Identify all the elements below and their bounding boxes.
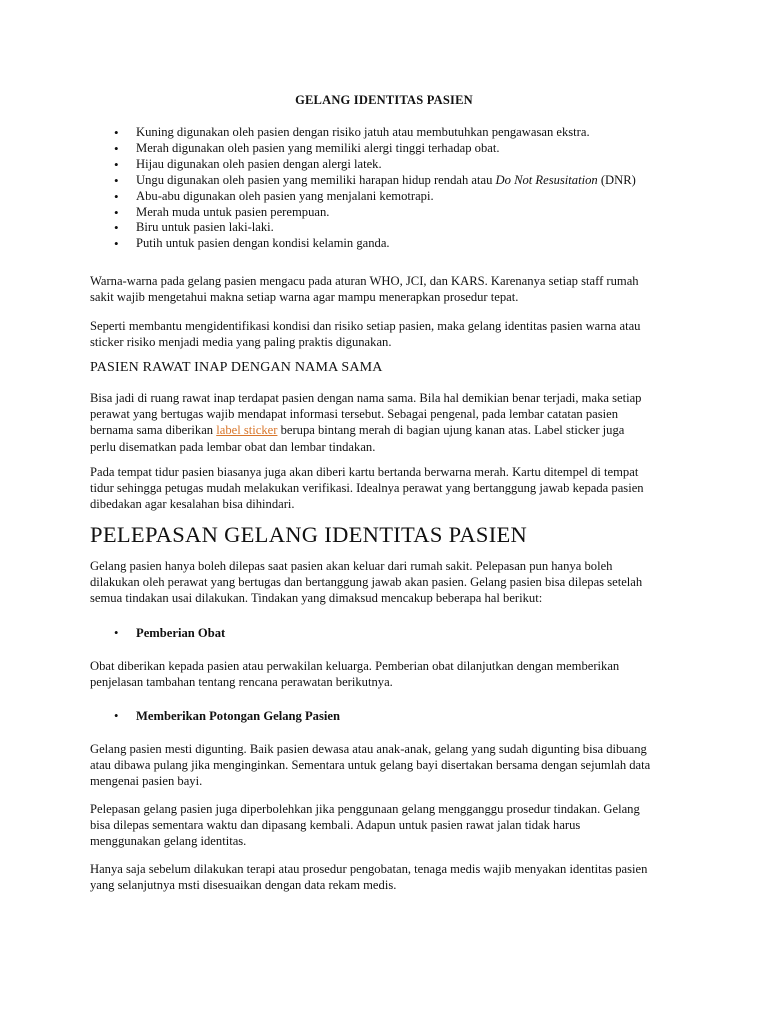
document-title: GELANG IDENTITAS PASIEN bbox=[295, 93, 473, 107]
subheading-pemberian-obat: • Pemberian Obat bbox=[114, 626, 226, 640]
list-item: • Kuning digunakan oleh pasien dengan risiko jatuh atau membutuhkan pengawasan ekstra. bbox=[114, 125, 636, 141]
list-item: • Hijau digunakan oleh pasien dengan alergi latek. bbox=[114, 157, 636, 173]
section-heading-pelepasan: PELEPASAN GELANG IDENTITAS PASIEN bbox=[90, 522, 528, 547]
list-item: • Merah digunakan oleh pasien yang memiliki alergi tinggi terhadap obat. bbox=[114, 141, 636, 157]
bullet-glyph: • bbox=[114, 709, 119, 723]
subheading-potongan-gelang: • Memberikan Potongan Gelang Pasien bbox=[114, 709, 340, 723]
paragraph-identitas-rekam-medis: Hanya saja sebelum dilakukan terapi atau prosedur pengobatan, tenaga medis wajib menyakan identitas pasien yang selanjutnya msti disesuaikan dengan data rekam medis. bbox=[90, 862, 648, 893]
list-item: • Biru untuk pasien laki-laki. bbox=[114, 220, 636, 236]
paragraph-pemberian-obat: Obat diberikan kepada pasien atau perwakilan keluarga. Pemberian obat dilanjutkan dengan memberikan penjelasan tambahan tentang rencana perawatan berikutnya. bbox=[90, 659, 620, 690]
paragraph-media-praktis: Seperti membantu mengidentifikasi kondisi dan risiko setiap pasien, maka gelang identitas pasien warna atau sticker risiko menjadi media yang paling praktis digunakan. bbox=[90, 319, 641, 350]
list-item: • Merah muda untuk pasien perempuan. bbox=[114, 205, 636, 221]
dnr-italic-text: Do Not Resusitation bbox=[495, 172, 598, 187]
paragraph-pelepasan-diperbolehkan: Pelepasan gelang pasien juga diperbolehkan jika penggunaan gelang mengganggu prosedur tindakan. Gelang bisa dilepas sementara waktu dan dipasang kembali. Adapun untuk pasien rawat jalan tidak harus menggunakan gelang identitas. bbox=[90, 802, 640, 849]
paragraph-gelang-digunting: Gelang pasien mesti digunting. Baik pasien dewasa atau anak-anak, gelang yang sudah digunting bisa dibuang atau dibawa pulang jika menginginkan. Sementara untuk gelang bayi disertakan bersama dengan sejumlah data mengenai pasien bayi. bbox=[90, 742, 651, 789]
section-heading-rawat-inap: PASIEN RAWAT INAP DENGAN NAMA SAMA bbox=[90, 360, 383, 375]
label-sticker-link[interactable]: label sticker bbox=[216, 423, 278, 438]
color-meaning-list bbox=[114, 125, 636, 252]
paragraph-pelepasan-intro: Gelang pasien hanya boleh dilepas saat pasien akan keluar dari rumah sakit. Pelepasan pun hanya boleh dilakukan oleh perawat yang bertugas dan bertanggung jawab akan pasien. Gelang pasien bisa dilepas setelah semua tindakan usai dilakukan. Tindakan yang dimaksud mencakup beberapa hal berikut: bbox=[90, 559, 643, 606]
paragraph-nama-sama: Bisa jadi di ruang rawat inap terdapat pasien dengan nama sama. Bila hal demikian benar terjadi, maka setiap perawat yang bertugas wajib mendapat informasi tersebut. Sebagai pengenal, pada lembar catatan pasien bernama sama diberikan label sticker berupa bintang merah di bagian ujung kanan atas. Label sticker juga perlu disematkan pada lembar obat dan lembar tindakan. bbox=[90, 391, 642, 454]
bullet-glyph: • bbox=[114, 626, 119, 640]
paragraph-kartu-merah: Pada tempat tidur pasien biasanya juga akan diberi kartu bertanda berwarna merah. Kartu ditempel di tempat tidur sehingga petugas mudah melakukan verifikasi. Idealnya perawat yang bertanggung jawab kepada pasien dibedakan agar kesalahan bisa dihindari. bbox=[90, 465, 644, 512]
list-item: • Ungu digunakan oleh pasien yang memiliki harapan hidup rendah atau Do Not Resusitation (DNR) bbox=[114, 173, 636, 189]
list-item: • Abu-abu digunakan oleh pasien yang menjalani kemotrapi. bbox=[114, 189, 636, 205]
list-item: • Putih untuk pasien dengan kondisi kelamin ganda. bbox=[114, 236, 636, 252]
paragraph-warna-aturan: Warna-warna pada gelang pasien mengacu pada aturan WHO, JCI, dan KARS. Karenanya setiap staff rumah sakit wajib mengetahui makna setiap warna agar mampu menerapkan prosedur tepat. bbox=[90, 274, 639, 305]
